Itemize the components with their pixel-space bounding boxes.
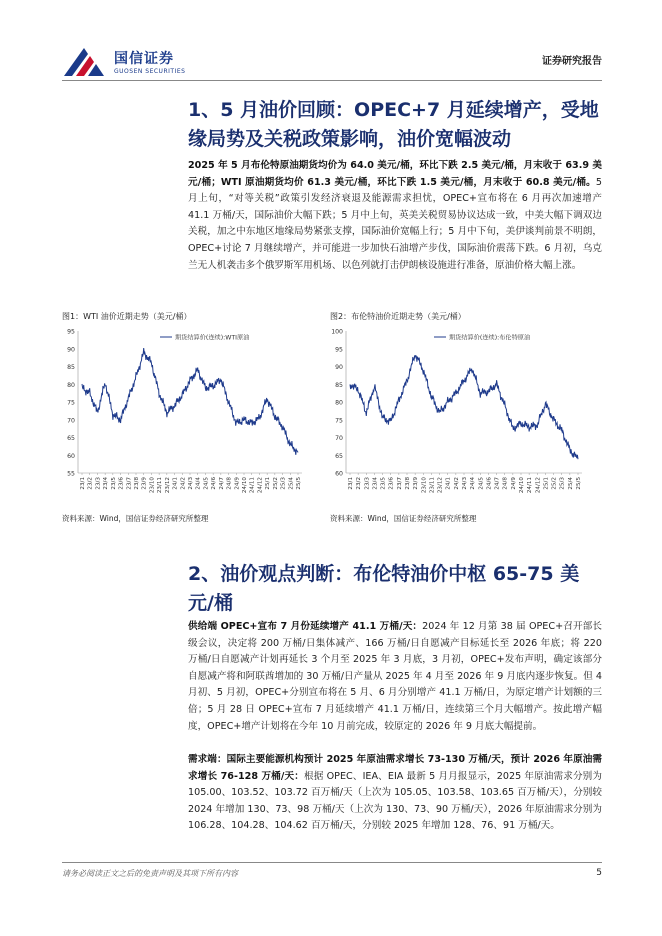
y-tick-label: 100: [331, 328, 343, 336]
y-tick-label: 85: [67, 364, 75, 371]
x-tick-label: 25/2: [272, 477, 279, 490]
y-tick-label: 60: [67, 452, 75, 460]
guosen-logo: [62, 42, 222, 82]
x-tick-label: 24/11: [527, 477, 534, 494]
x-tick-label: 23/4: [103, 477, 110, 490]
y-tick-label: 55: [67, 470, 75, 478]
x-tick-label: 24/8: [226, 477, 233, 490]
x-tick-label: 24/5: [203, 477, 210, 490]
x-tick-label: 24/1: [445, 477, 452, 490]
x-tick-label: 25/1: [265, 477, 272, 490]
x-tick-label: 23/7: [126, 477, 133, 490]
logo-text-en: GUOSEN SECURITIES: [114, 68, 186, 75]
x-tick-label: 24/10: [242, 477, 248, 494]
x-tick-label: 23/10: [149, 477, 156, 494]
x-tick-label: 25/4: [567, 477, 574, 490]
y-tick-label: 90: [67, 346, 75, 354]
page-header: [62, 40, 602, 82]
x-tick-label: 23/10: [421, 477, 428, 494]
section1-paragraph: [188, 158, 602, 274]
x-tick-label: 24/8: [502, 477, 509, 490]
x-tick-label: 23/11: [429, 477, 436, 494]
x-tick-label: 24/6: [211, 477, 218, 490]
x-tick-label: 23/2: [356, 477, 363, 490]
x-tick-label: 23/7: [396, 477, 403, 490]
price-series-line: [82, 348, 298, 455]
x-tick-label: 23/2: [87, 477, 94, 490]
x-tick-label: 25/4: [288, 477, 295, 490]
y-tick-label: 70: [335, 435, 343, 442]
x-tick-label: 23/3: [95, 477, 102, 490]
section1-title: 1、5 月油价回顾：OPEC+7 月延续增产，受地缘局势及关税政策影响，油价宽幅波动: [188, 99, 599, 150]
brent-price-chart: [330, 325, 592, 503]
y-tick-label: 75: [67, 399, 75, 407]
x-tick-label: 24/7: [218, 477, 225, 490]
x-tick-label: 23/9: [413, 477, 420, 490]
x-tick-label: 23/1: [348, 477, 354, 490]
x-tick-label: 24/7: [494, 477, 501, 490]
x-tick-label: 25/1: [543, 477, 550, 490]
y-tick-label: 70: [67, 417, 75, 425]
x-tick-label: 24/4: [195, 477, 202, 490]
legend-label: 期货结算价(连续):布伦特原油: [449, 334, 531, 342]
x-tick-label: 23/3: [364, 477, 371, 490]
x-tick-label: 24/6: [486, 477, 493, 490]
wti-price-chart: [62, 325, 312, 503]
x-tick-label: 25/3: [280, 477, 287, 490]
x-tick-label: 24/3: [188, 477, 194, 490]
report-type: 证券研究报告: [542, 56, 602, 67]
x-tick-label: 24/9: [234, 477, 241, 490]
x-tick-label: 23/4: [372, 477, 379, 490]
x-tick-label: 25/5: [576, 477, 582, 490]
y-tick-label: 85: [335, 381, 343, 389]
y-tick-label: 75: [335, 417, 343, 425]
section1-paragraph-bold: 2025 年 5 月布伦特原油期货均价为 64.0 美元/桶，环比下跌 2.5 美元/桶，月末收于 63.9 美元/桶；WTI 原油期货均价 61.3 美元/桶，环比下跌 1.5 美元/桶，月末收于 60.8 美元/桶。: [188, 160, 602, 188]
fig1-title: 图1：WTI 油价近期走势（美元/桶）: [62, 312, 192, 321]
page-number: 5: [596, 868, 602, 878]
demand-paragraph: [188, 752, 602, 835]
x-tick-label: 23/6: [388, 477, 395, 490]
x-tick-label: 24/12: [257, 477, 264, 494]
x-tick-label: 23/1: [80, 477, 86, 490]
x-tick-label: 23/11: [157, 477, 164, 494]
x-tick-label: 24/11: [249, 477, 256, 494]
x-tick-label: 23/5: [110, 477, 117, 490]
fig2-source: 资料来源：Wind，国信证券经济研究所整理: [330, 514, 477, 523]
supply-paragraph-bold: 供给端 OPEC+宣布 7 月份延续增产 41.1 万桶/天：: [188, 621, 423, 632]
fig2-title: 图2：布伦特油价近期走势（美元/桶）: [330, 312, 466, 321]
x-tick-label: 24/5: [478, 477, 485, 490]
x-tick-label: 23/12: [437, 477, 444, 494]
header-divider: [62, 80, 602, 81]
x-tick-label: 23/8: [405, 477, 411, 490]
y-tick-label: 90: [335, 364, 343, 371]
guosen-logo-icon: [62, 46, 106, 78]
demand-paragraph-bold: 需求端：国际主要能源机构预计 2025 年原油需求增长 73-130 万桶/天，预计 2026 年原油需求增长 76-128 万桶/天：: [188, 754, 602, 782]
y-tick-label: 65: [335, 452, 343, 460]
section2-title: 2、油价观点判断：布伦特油价中枢 65-75 美元/桶: [188, 563, 580, 614]
y-tick-label: 80: [335, 399, 343, 407]
x-tick-label: 25/2: [551, 477, 558, 490]
x-tick-label: 24/12: [535, 477, 542, 494]
y-tick-label: 60: [335, 470, 343, 478]
x-tick-label: 24/4: [470, 477, 477, 490]
legend-label: 期货结算价(连续):WTI原油: [175, 334, 250, 342]
x-tick-label: 24/9: [510, 477, 517, 490]
demand-paragraph-body: 根据 OPEC、IEA、EIA 最新 5 月月报显示，2025 年原油需求分别为 105.00、103.52、103.72 百万桶/天（上次为 105.05、103.58、103.65 百万桶/天），分别较 2024 年增加 130、73、98 万桶/天（上次为 130、73、90 万桶/天），2026 年原油需求分别为 106.28、104.28、104.62 百万桶/天，分别较 2025 年增加 128、76、91 万桶/天。: [188, 770, 602, 832]
x-tick-label: 24/3: [462, 477, 468, 490]
logo-text-cn: 国信证券: [114, 51, 174, 67]
x-tick-label: 24/2: [453, 477, 460, 490]
x-tick-label: 23/5: [380, 477, 387, 490]
y-tick-label: 95: [335, 346, 343, 354]
x-tick-label: 25/3: [559, 477, 566, 490]
x-tick-label: 24/1: [172, 477, 179, 490]
y-tick-label: 95: [67, 328, 75, 336]
footer-disclaimer: 请务必阅读正文之后的免责声明及其项下所有内容: [62, 869, 238, 878]
x-tick-label: 23/6: [118, 477, 125, 490]
section1-paragraph-body: 5 月上旬，“对等关税”政策引发经济衰退及能源需求担忧，OPEC+宣布将在 6 月再次加速增产 41.1 万桶/天，国际油价大幅下跌；5 月中上旬，英美关税贸易协议达成一致，中美大幅下调双边关税，加之中东地区地缘局势紧张支撑，国际油价宽幅上行；5 月中下旬，美伊谈判前景不明朗，OPEC+讨论 7 月继续增产，并可能进一步加快石油增产步伐，国际油价震荡下跌。6 月初，乌克兰无人机袭击多个俄罗斯军用机场、以色列就打击伊朗核设施进行准备，原油价格大幅上涨。: [188, 176, 602, 271]
supply-paragraph-body: 2024 年 12 月第 38 届 OPEC+召开部长级会议，决定将 200 万桶/日集体减产、166 万桶/日自愿减产目标延长至 2026 年底；将 220 万桶/日自愿减产计划再延长 3 个月至 2025 年 3 月底，3 月初，OPEC+发布声明，确定该部分自愿减产将和阿联酋增加的 30 万桶/日产量从 2025 年 4 月至 2026 年 9 月底内逐步恢复。但 4 月初、5 月初，OPEC+分别宣布将在 5 月、6 月分别增产 41.1 万桶/日，为原定增产计划额的三倍；5 月 28 日 OPEC+宣布 7 月延续增产 41.1 万桶/日，连续第三个月大幅增产。按此增产幅度，OPEC+增产计划将在今年 10 月前完成，较原定的 2026 年 9 月底大幅提前。: [188, 621, 602, 732]
x-tick-label: 24/10: [519, 477, 525, 494]
price-series-line: [350, 355, 578, 459]
x-tick-label: 24/2: [180, 477, 187, 490]
x-tick-label: 23/9: [141, 477, 148, 490]
x-tick-label: 23/12: [164, 477, 171, 494]
footer-divider: [62, 862, 602, 863]
x-tick-label: 25/5: [296, 477, 302, 490]
fig1-source: 资料来源：Wind，国信证券经济研究所整理: [62, 514, 209, 523]
y-tick-label: 80: [67, 381, 75, 389]
x-tick-label: 23/8: [134, 477, 140, 490]
supply-paragraph: [188, 619, 602, 735]
y-tick-label: 65: [67, 435, 75, 442]
